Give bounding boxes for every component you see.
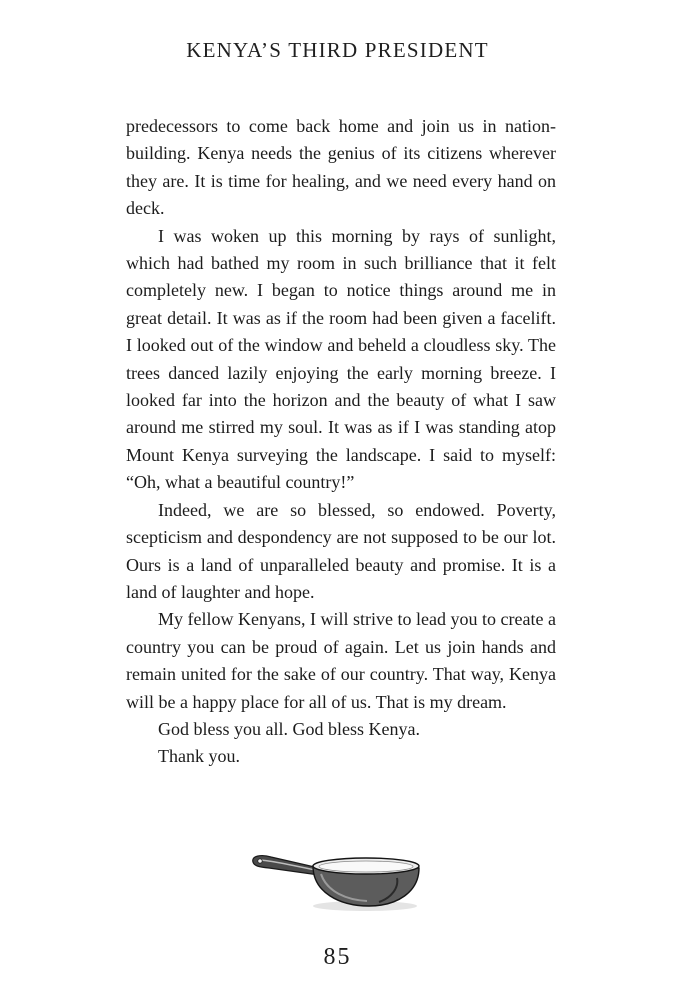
paragraph-1: predecessors to come back home and join us in nation-building. Kenya needs the genius of its citizens wherever they are. It is time for healing, and we need every hand on deck. [126,116,556,219]
paragraph-4: My fellow Kenyans, I will strive to lead you to create a country you can be proud of again. Let us join hands and remain united for the sake of our country. That way, Kenya will be a happy place for all of us. That is my dream. [126,609,556,712]
paragraph-3: Indeed, we are so blessed, so endowed. Poverty, scepticism and despondency are not supposed to be our lot. Ours is a land of unparalleled beauty and promise. It is a land of laughter and hope. [126,499,556,602]
page-number: 85 [323,944,352,970]
paragraph-5: God bless you all. God bless Kenya. [158,718,420,739]
running-head: KENYA’S THIRD PRESIDENT [186,38,489,62]
paragraph-6: Thank you. [158,746,240,767]
paragraph-2: I was woken up this morning by rays of sunlight, which had bathed my room in such brilliance that it felt completely new. I began to notice things around me in great detail. It was as if the room had been given a facelift. I looked out of the window and beheld a cloudless sky. The trees danced lazily enjoying the early morning breeze. I looked far into the horizon and the beauty of what I saw around me stirred my soul. It was as if I was standing atop Mount Kenya surveying the landscape. I said to myself: “Oh, what a beautiful country!” [126,225,556,493]
body-text [126,113,556,771]
ladle-icon [247,848,427,914]
